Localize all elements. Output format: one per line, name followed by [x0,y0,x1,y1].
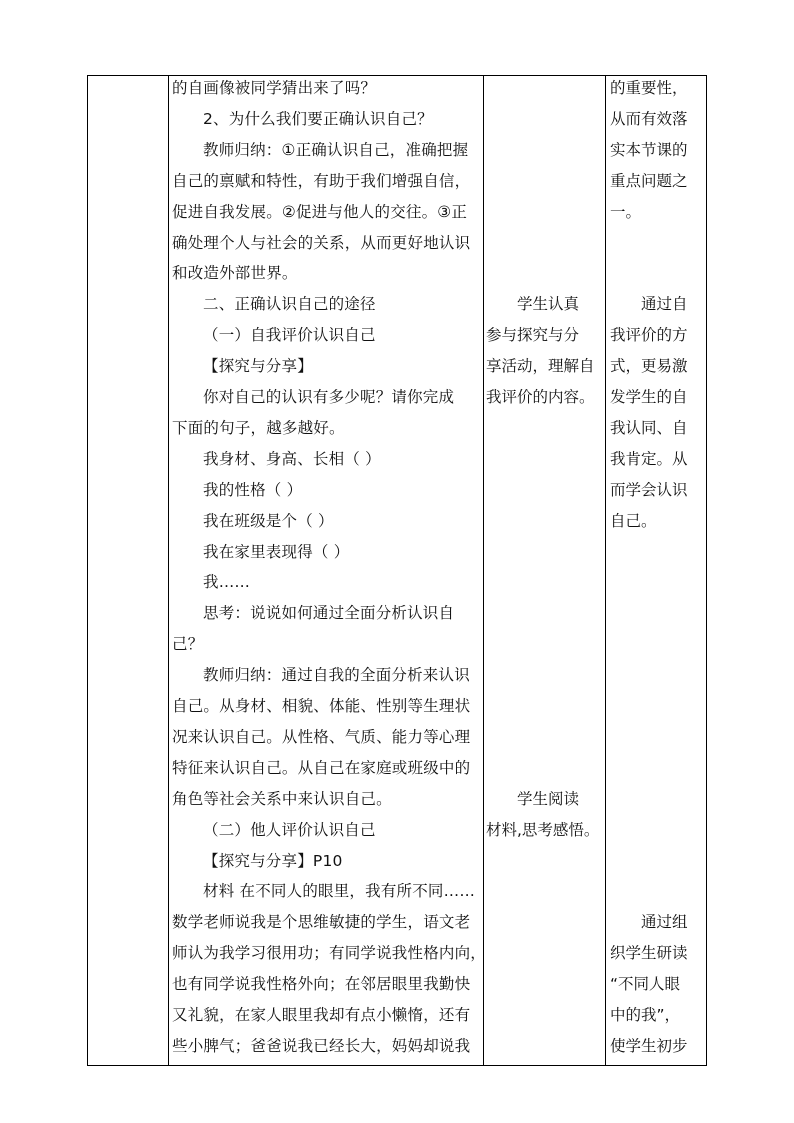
text-line: 从而有效落 [610,109,688,128]
text-line: 而学会认识 [610,480,688,499]
text-line: 织学生研读 [610,944,688,963]
text-line: 【探究与分享】P10 [203,851,343,870]
text-line: 我在班级是个（ ） [203,511,334,530]
text-line: 特征来认识自己。从自己在家庭或班级中的 [172,758,471,777]
text-line: 角色等社会关系中来认识自己。 [172,789,392,808]
text-line: 下面的句子，越多越好。 [172,418,345,437]
text-line: 确处理个人与社会的关系，从而更好地认识 [172,233,471,252]
column-teaching-content [172,76,487,1065]
text-line: 些小脾气；爸爸说我已经长大，妈妈却说我 [172,1036,471,1055]
text-line: 我身材、身高、长相（ ） [203,449,381,468]
text-line: 教师归纳：通过自我的全面分析来认识 [203,666,470,685]
text-line: “不同人眼 [610,975,681,994]
text-line: 我…… [203,573,251,592]
text-line: 参与探究与分 [486,326,580,345]
text-line: 2、为什么我们要正确认识自己？ [203,109,433,128]
text-line: 发学生的自 [610,388,688,406]
text-line: 一。 [610,202,642,221]
text-line: （二）他人评价认识自己 [203,820,376,839]
text-line: 材料,思考感悟。 [486,820,600,839]
text-line: 中的我”， [610,1006,681,1024]
text-line: 我认同、自 [610,418,688,437]
text-line: 思考：说说如何通过全面分析认识自 [203,604,455,623]
text-line: 学生阅读 [517,789,580,808]
text-line: 也有同学说我性格外向；在邻居眼里我勤快 [172,975,471,994]
text-line: 况来认识自己。从性格、气质、能力等心理 [172,727,471,746]
text-line: 【探究与分享】 [203,357,313,376]
text-line: 的重要性， [610,79,688,97]
text-line: （一）自我评价认识自己 [203,326,376,345]
text-line: 我的性格（ ） [203,480,303,499]
text-line: 促进自我发展。②促进与他人的交往。③正 [172,202,468,221]
text-line: 数学老师说我是个思维敏捷的学生，语文老 [172,913,471,932]
column-divider [168,76,169,1065]
text-line: 我肯定。从 [610,449,688,468]
text-line: 式，更易激 [610,357,688,376]
column-1-empty [88,76,168,1065]
text-line: 自己。 [610,511,657,530]
column-design-intent [610,76,704,1065]
text-line: 我评价的方 [610,326,688,345]
text-line: 材料 在不同人的眼里，我有所不同…… [203,882,476,901]
text-line: 你对自己的认识有多少呢？请你完成 [203,388,455,406]
text-line: 自己的禀赋和特性，有助于我们增强自信， [172,171,471,190]
text-line: 师认为我学习很用功；有同学说我性格内向， [172,944,487,963]
text-line: 通过组 [641,913,688,932]
text-line: 我在家里表现得（ ） [203,542,350,561]
text-line: 教师归纳：①正确认识自己，准确把握 [203,140,469,159]
column-divider [483,76,484,1065]
text-line: 使学生初步 [610,1036,688,1055]
text-line: 的自画像被同学猜出来了吗？ [172,79,377,97]
text-line: 重点问题之 [610,171,688,190]
text-line: 己？ [172,635,204,654]
column-divider [605,76,606,1065]
text-line: 享活动，理解自 [486,357,595,376]
text-line: 和改造外部世界。 [172,264,298,283]
text-line: 自己。从身材、相貌、体能、性别等生理状 [172,697,471,715]
text-line: 又礼貌，在家人眼里我却有点小懒惰，还有 [172,1006,471,1024]
text-line: 实本节课的 [610,140,688,159]
text-line: 通过自 [641,295,688,314]
text-line: 我评价的内容。 [486,388,595,406]
lesson-table [87,75,707,1066]
text-line: 二、正确认识自己的途径 [203,295,376,314]
text-line: 学生认真 [517,295,580,314]
column-student-activity [486,76,604,1065]
